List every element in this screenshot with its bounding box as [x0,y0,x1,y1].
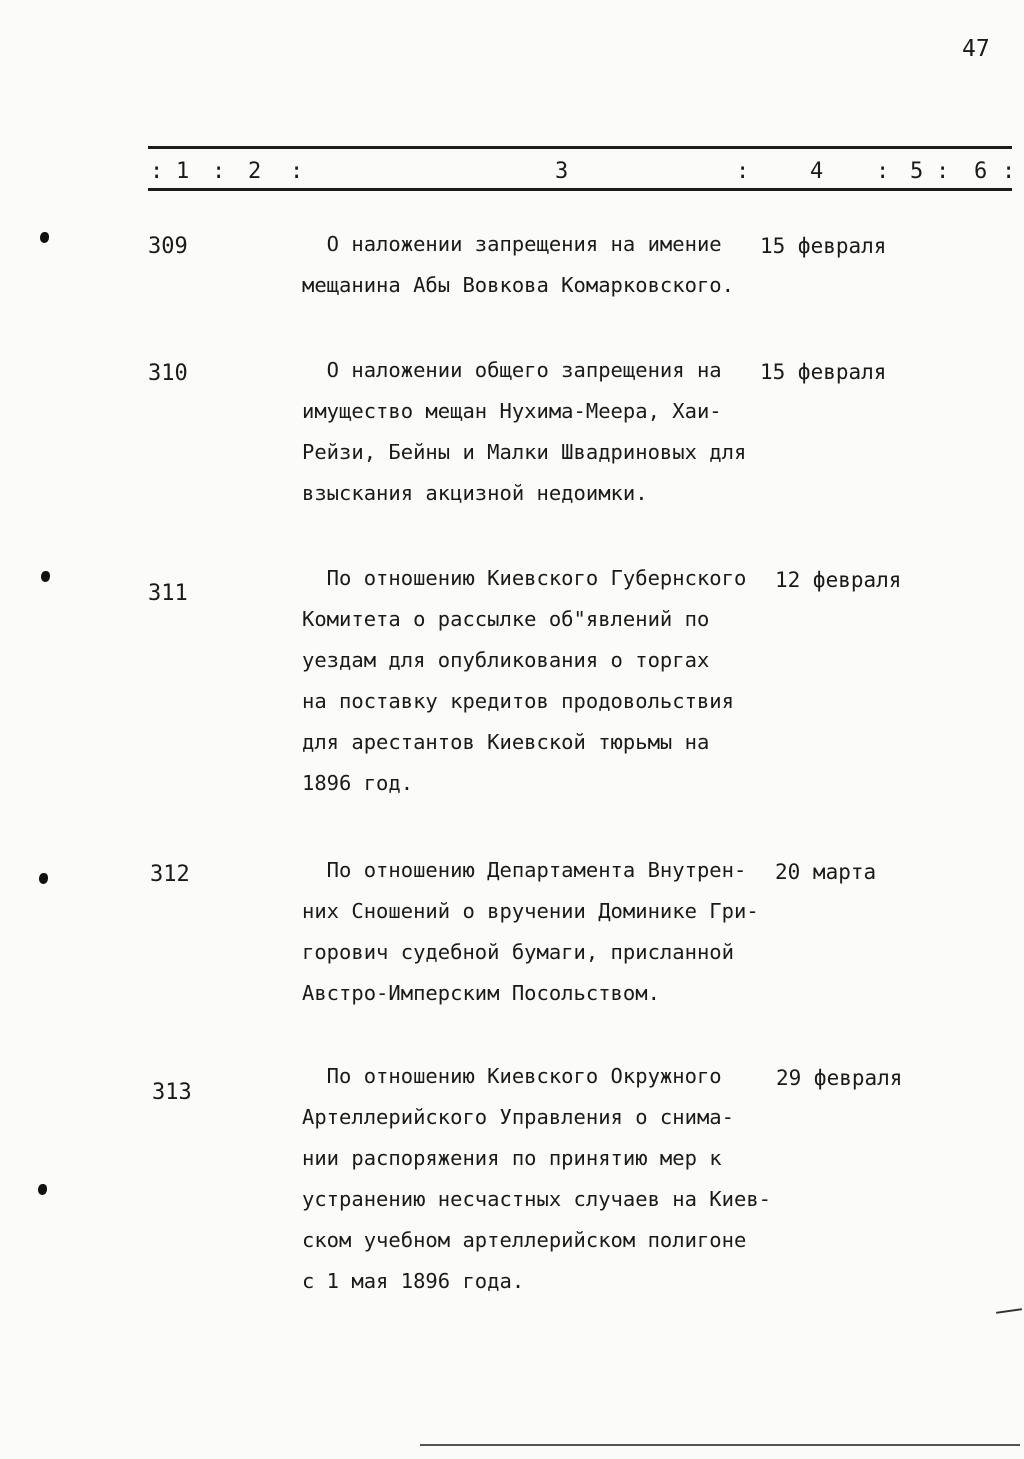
page-number: 47 [962,36,990,62]
table-header-top-rule [148,146,1012,149]
entry-text-line: уездам для опубликования о торгах [302,648,710,672]
entry-text-line: взыскания акцизной недоимки. [302,481,648,505]
entry-text-line: горович судебной бумаги, присланной [302,940,734,964]
column-separator-0: : [150,159,164,184]
entry-date: 15 февраля [760,234,887,258]
column-separator-6: : [1002,159,1016,184]
entry-number: 311 [148,581,188,606]
entry-text-line: По отношению Киевского Губернского [302,566,747,590]
entry-date: 15 февраля [760,360,887,384]
entry-text-line: ском учебном артеллерийском полигоне [302,1228,747,1252]
punch-hole-mark [41,571,50,582]
column-separator-3: : [736,159,750,184]
column-header-1: 1 [176,159,190,184]
entry-text-line: 1896 год. [302,771,414,795]
entry-text-line: Комитета о рассылке об"явлений по [302,607,710,631]
column-separator-2: : [290,159,304,184]
entry-text-line: Австро-Имперским Посольством. [302,981,660,1005]
entry-text-line: на поставку кредитов продовольствия [302,689,734,713]
entry-text-line: нии распоряжения по принятию мер к [302,1146,722,1170]
entry-text-line: для арестантов Киевской тюрьмы на [302,730,710,754]
entry-text-line: О наложении запрещения на имение [302,232,722,256]
entry-number: 309 [148,234,188,259]
table-header-bottom-rule [148,188,1012,191]
entry-text-line: с 1 мая 1896 года. [302,1269,525,1293]
entry-text-line: Артеллерийского Управления о снима- [302,1105,734,1129]
column-header-5: 5 [910,159,924,184]
entry-number: 313 [152,1080,192,1105]
entry-text-line: О наложении общего запрещения на [302,358,722,382]
punch-hole-mark [39,873,48,884]
entry-text-line: устранению несчастных случаев на Киев- [302,1187,771,1211]
entry-number: 312 [150,862,190,887]
entry-text-line: имущество мещан Нухима-Меера, Хаи- [302,399,722,423]
column-header-3: 3 [555,159,569,184]
entry-number: 310 [148,361,188,386]
entry-description [302,224,772,306]
entry-date: 12 февраля [775,568,902,592]
column-separator-4: : [876,159,890,184]
entry-date: 29 февраля [776,1066,903,1090]
entry-text-line: По отношению Киевского Окружного [302,1064,722,1088]
column-header-2: 2 [248,159,262,184]
entry-description [302,558,772,804]
margin-pen-mark [996,1308,1022,1314]
entry-description [302,350,772,514]
entry-text-line: них Сношений о вручении Доминике Гри- [302,899,759,923]
entry-date: 20 марта [775,860,877,884]
footer-rule [420,1444,1020,1446]
column-header-4: 4 [810,159,824,184]
punch-hole-mark [38,1184,47,1195]
entry-description [302,850,772,1014]
entry-text-line: По отношению Департамента Внутрен- [302,858,747,882]
column-header-6: 6 [974,159,988,184]
entry-text-line: Рейзи, Бейны и Малки Швадриновых для [302,440,747,464]
entry-text-line: мещанина Абы Вовкова Комарковского. [302,273,734,297]
column-separator-1: : [212,159,226,184]
column-separator-5: : [936,159,950,184]
punch-hole-mark [40,232,49,243]
entry-description [302,1056,772,1302]
